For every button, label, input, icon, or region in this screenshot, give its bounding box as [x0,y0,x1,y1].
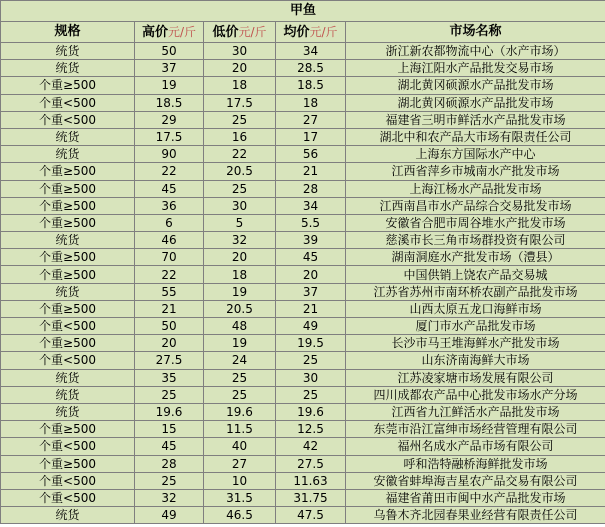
cell-market: 厦门市水产品批发市场 [346,318,605,335]
cell-market: 江苏省苏州市南环桥农副产品批发市场 [346,283,605,300]
cell-market: 福州名成水产品市场有限公司 [346,438,605,455]
cell-market: 四川成都农产品中心批发市场水产分场 [346,386,605,403]
table-row [1,489,605,506]
cell-spec: 个重≥500 [1,335,135,352]
cell-low-price: 18 [204,266,276,283]
cell-spec: 个重<500 [1,472,135,489]
cell-high-price: 90 [135,146,204,163]
cell-market: 湖南洞庭水产批发市场（澧县） [346,249,605,266]
table-row [1,403,605,420]
table-row [1,77,605,94]
cell-low-price: 22 [204,146,276,163]
cell-avg-price: 45 [276,249,346,266]
table-row [1,472,605,489]
cell-spec: 统货 [1,43,135,60]
cell-avg-price: 17 [276,128,346,145]
table-row [1,232,605,249]
cell-spec: 个重<500 [1,352,135,369]
cell-low-price: 30 [204,43,276,60]
cell-spec: 统货 [1,60,135,77]
cell-low-price: 24 [204,352,276,369]
header-low-label: 低价 [212,24,239,40]
cell-low-price: 32 [204,232,276,249]
cell-avg-price: 30 [276,369,346,386]
cell-avg-price: 21 [276,300,346,317]
cell-high-price: 50 [135,43,204,60]
table-row [1,146,605,163]
cell-avg-price: 25 [276,352,346,369]
cell-low-price: 27 [204,455,276,472]
cell-high-price: 50 [135,318,204,335]
cell-high-price: 35 [135,369,204,386]
cell-high-price: 19.6 [135,403,204,420]
cell-market: 山西太原五龙口海鲜市场 [346,300,605,317]
cell-low-price: 20.5 [204,163,276,180]
cell-spec: 个重<500 [1,111,135,128]
cell-low-price: 16 [204,128,276,145]
cell-avg-price: 39 [276,232,346,249]
cell-avg-price: 21 [276,163,346,180]
cell-market: 福建省三明市鲜活水产品批发市场 [346,111,605,128]
table-row [1,369,605,386]
header-high-price [135,22,204,43]
cell-high-price: 25 [135,472,204,489]
cell-avg-price: 56 [276,146,346,163]
table-title-row [1,1,605,22]
cell-low-price: 46.5 [204,507,276,524]
table-row [1,352,605,369]
cell-high-price: 21 [135,300,204,317]
cell-high-price: 22 [135,163,204,180]
cell-low-price: 5 [204,214,276,231]
table-row [1,214,605,231]
cell-market: 慈溪市长三角市场群投资有限公司 [346,232,605,249]
cell-spec: 统货 [1,283,135,300]
cell-market: 湖北黄冈硕源水产品批发市场 [346,77,605,94]
cell-market: 安徽省合肥市周谷堆水产批发市场 [346,214,605,231]
cell-market: 呼和浩特融桥海鲜批发市场 [346,455,605,472]
cell-market: 江西省九江鲜活水产品批发市场 [346,403,605,420]
cell-spec: 统货 [1,232,135,249]
cell-market: 江西省萍乡市城南水产批发市场 [346,163,605,180]
cell-low-price: 20.5 [204,300,276,317]
cell-market: 浙江新农都物流中心（水产市场） [346,43,605,60]
cell-avg-price: 27.5 [276,455,346,472]
table-row [1,438,605,455]
cell-high-price: 49 [135,507,204,524]
cell-avg-price: 5.5 [276,214,346,231]
header-low-price [204,22,276,43]
cell-low-price: 25 [204,369,276,386]
table-row [1,421,605,438]
table-row [1,180,605,197]
cell-avg-price: 34 [276,43,346,60]
cell-avg-price: 18 [276,94,346,111]
cell-low-price: 25 [204,111,276,128]
cell-high-price: 70 [135,249,204,266]
cell-low-price: 10 [204,472,276,489]
header-avg-unit: 元/斤 [309,24,338,39]
cell-low-price: 20 [204,249,276,266]
cell-avg-price: 49 [276,318,346,335]
cell-high-price: 29 [135,111,204,128]
cell-spec: 个重≥500 [1,300,135,317]
cell-spec: 统货 [1,128,135,145]
cell-market: 山东济南海鲜大市场 [346,352,605,369]
cell-low-price: 19 [204,335,276,352]
cell-spec: 统货 [1,403,135,420]
cell-spec: 个重<500 [1,318,135,335]
cell-high-price: 36 [135,197,204,214]
cell-high-price: 28 [135,455,204,472]
cell-low-price: 19.6 [204,403,276,420]
cell-market: 乌鲁木齐北园春果业经营有限责任公司 [346,507,605,524]
cell-high-price: 37 [135,60,204,77]
table-row [1,163,605,180]
cell-spec: 个重≥500 [1,180,135,197]
cell-high-price: 17.5 [135,128,204,145]
table-row [1,283,605,300]
cell-spec: 个重≥500 [1,421,135,438]
cell-spec: 个重≥500 [1,197,135,214]
cell-spec: 个重≥500 [1,214,135,231]
cell-avg-price: 25 [276,386,346,403]
cell-avg-price: 34 [276,197,346,214]
table-row [1,266,605,283]
table-header-row [1,22,605,43]
cell-low-price: 48 [204,318,276,335]
cell-avg-price: 18.5 [276,77,346,94]
cell-low-price: 40 [204,438,276,455]
table-row [1,128,605,145]
cell-avg-price: 27 [276,111,346,128]
header-high-unit: 元/斤 [167,24,197,39]
cell-low-price: 11.5 [204,421,276,438]
cell-low-price: 31.5 [204,489,276,506]
cell-avg-price: 31.75 [276,489,346,506]
header-avg-label: 均价 [283,24,310,40]
cell-market: 湖北黄冈硕源水产品批发市场 [346,94,605,111]
table-row [1,507,605,524]
cell-high-price: 45 [135,438,204,455]
cell-avg-price: 20 [276,266,346,283]
cell-spec: 个重≥500 [1,163,135,180]
cell-avg-price: 28 [276,180,346,197]
cell-avg-price: 19.5 [276,335,346,352]
cell-low-price: 25 [204,180,276,197]
table-title: 甲鱼 [1,1,605,22]
cell-market: 上海东方国际水产中心 [346,146,605,163]
table-row [1,111,605,128]
cell-avg-price: 12.5 [276,421,346,438]
cell-spec: 统货 [1,146,135,163]
cell-spec: 个重≥500 [1,266,135,283]
cell-market: 安徽省蚌埠海吉星农产品交易有限公司 [346,472,605,489]
cell-high-price: 22 [135,266,204,283]
cell-high-price: 25 [135,386,204,403]
cell-low-price: 18 [204,77,276,94]
cell-spec: 个重≥500 [1,77,135,94]
cell-high-price: 15 [135,421,204,438]
cell-spec: 统货 [1,507,135,524]
cell-market: 湖北中和农产品大市场有限责任公司 [346,128,605,145]
cell-high-price: 46 [135,232,204,249]
cell-high-price: 27.5 [135,352,204,369]
header-high-label: 高价 [141,24,168,40]
cell-low-price: 20 [204,60,276,77]
table-row [1,43,605,60]
cell-avg-price: 47.5 [276,507,346,524]
table-row [1,455,605,472]
cell-low-price: 17.5 [204,94,276,111]
header-avg-price [276,22,346,43]
cell-spec: 个重<500 [1,438,135,455]
cell-high-price: 45 [135,180,204,197]
cell-high-price: 18.5 [135,94,204,111]
cell-market: 中国供销上饶农产品交易城 [346,266,605,283]
cell-low-price: 19 [204,283,276,300]
cell-high-price: 20 [135,335,204,352]
cell-market: 江西南昌市水产品综合交易批发市场 [346,197,605,214]
cell-low-price: 30 [204,197,276,214]
header-spec: 规格 [1,22,135,43]
cell-market: 长沙市马王堆海鲜水产批发市场 [346,335,605,352]
cell-spec: 个重<500 [1,94,135,111]
cell-spec: 统货 [1,386,135,403]
table-row [1,318,605,335]
cell-spec: 个重≥500 [1,455,135,472]
cell-high-price: 32 [135,489,204,506]
cell-avg-price: 11.63 [276,472,346,489]
table-row [1,335,605,352]
table-row [1,300,605,317]
cell-high-price: 19 [135,77,204,94]
table-row [1,386,605,403]
cell-spec: 统货 [1,369,135,386]
cell-market: 上海江杨水产品批发市场 [346,180,605,197]
table-row [1,94,605,111]
cell-market: 上海江阳水产品批发交易市场 [346,60,605,77]
table-row [1,197,605,214]
cell-avg-price: 28.5 [276,60,346,77]
header-low-unit: 元/斤 [238,24,267,39]
table-row [1,60,605,77]
table-row [1,249,605,266]
cell-high-price: 6 [135,214,204,231]
cell-avg-price: 42 [276,438,346,455]
cell-avg-price: 37 [276,283,346,300]
cell-market: 东莞市沿江富绅市场经营管理有限公司 [346,421,605,438]
cell-market: 福建省莆田市闽中水产品批发市场 [346,489,605,506]
cell-spec: 个重≥500 [1,249,135,266]
cell-spec: 个重<500 [1,489,135,506]
cell-avg-price: 19.6 [276,403,346,420]
cell-market: 江苏凌家塘市场发展有限公司 [346,369,605,386]
cell-high-price: 55 [135,283,204,300]
cell-low-price: 25 [204,386,276,403]
header-market: 市场名称 [346,22,605,43]
